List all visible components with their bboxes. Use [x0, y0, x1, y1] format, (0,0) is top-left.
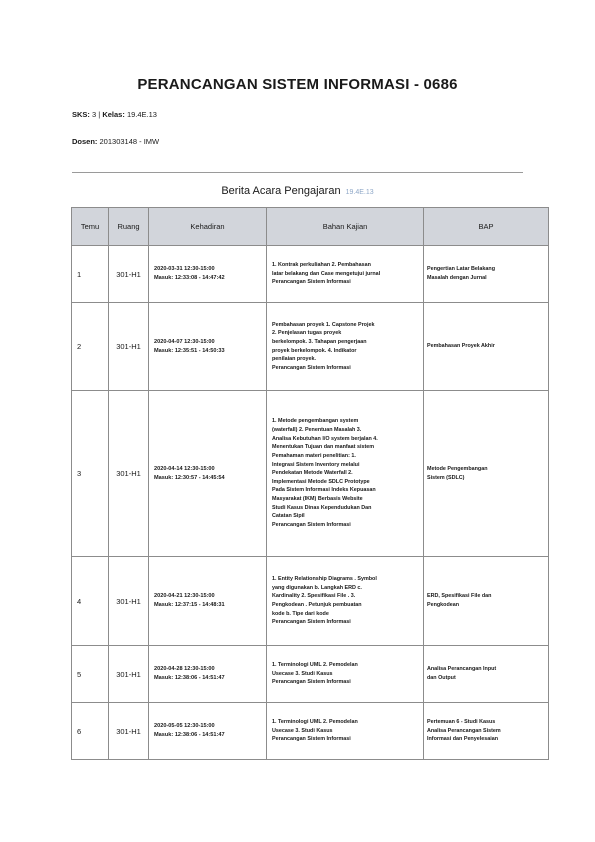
bap-cell: [424, 557, 549, 646]
bahan-line: Studi Kasus Dinas Kependudukan Dan: [272, 504, 372, 511]
bahan-line: 1. Terminologi UML 2. Pemodelan: [272, 662, 358, 669]
kehadiran-cell: [149, 246, 267, 303]
table-row: [72, 246, 549, 303]
kehadiran-schedule: 2020-03-31 12:30-15:00: [154, 266, 215, 273]
bahan-line: Perancangan Sistem Informasi: [272, 619, 351, 626]
table-row: [72, 303, 549, 391]
header-temu: Temu: [72, 208, 109, 246]
bahan-line: (waterfall) 2. Penentuan Masalah 3.: [272, 426, 362, 433]
kehadiran-attendance: Masuk: 12:38:06 - 14:51:47: [154, 732, 225, 738]
kehadiran-attendance: Masuk: 12:35:51 - 14:50:33: [154, 347, 225, 354]
bap-cell: [424, 703, 549, 760]
section-title-text: Berita Acara Pengajaran: [221, 185, 341, 197]
bahan-line: latar belakang dan Case mengetujui jurnal: [272, 270, 381, 277]
bap-line: Masalah dengan Jurnal: [427, 275, 487, 281]
ruang-cell: 301-H1: [109, 246, 149, 303]
bap-cell: [424, 246, 549, 303]
temu-cell: 3: [72, 391, 109, 557]
bap-line: Analisa Perancangan Sistem: [427, 727, 501, 734]
header-bahan-kajian: Bahan Kajian: [267, 208, 424, 246]
bahan-line: proyek berkelompok. 4. Indikator: [272, 347, 357, 354]
kelas-label: Kelas:: [102, 110, 125, 119]
bahan-line: Pembahasan proyek 1. Capstone Projek: [272, 321, 375, 328]
bahan-line: Usecase 3. Studi Kasus: [272, 670, 333, 677]
bap-line: Pertemuan 6 - Studi Kasus: [427, 719, 496, 726]
temu-cell: 2: [72, 303, 109, 391]
bahan-line: Usecase 3. Studi Kasus: [272, 727, 333, 734]
table-row: [72, 557, 549, 646]
bahan-line: yang digunakan b. Langkah ERD c.: [272, 584, 362, 591]
kehadiran-cell: [149, 303, 267, 391]
kelas-value: 19.4E.13: [126, 110, 157, 119]
bap-line: Metode Pengembangan: [427, 465, 488, 472]
kehadiran-cell: [149, 703, 267, 760]
ruang-cell: 301-H1: [109, 703, 149, 760]
header-bap: BAP: [424, 208, 549, 246]
kehadiran-attendance: Masuk: 12:37:15 - 14:48:31: [154, 602, 225, 608]
divider: [72, 172, 523, 173]
bap-cell: [424, 646, 549, 703]
bap-line: Informasi dan Penyelesaian: [427, 736, 499, 743]
bap-line: Pengkodean: [427, 602, 460, 608]
bahan-kajian-cell: [267, 646, 424, 703]
bahan-kajian-cell: [267, 246, 424, 303]
kehadiran-schedule: 2020-04-07 12:30-15:00: [154, 338, 215, 345]
bahan-line: penilaian proyek.: [272, 356, 317, 363]
bap-cell: [424, 303, 549, 391]
bahan-line: Pengkodean . Petunjuk pembuatan: [272, 602, 362, 608]
bahan-line: berkelompok. 3. Tahapan pengerjaan: [272, 338, 367, 345]
bahan-line: Integrasi Sistem Inventory melalui: [272, 461, 360, 468]
bahan-line: Analisa Kebutuhan I/O system berjalan 4.: [272, 435, 378, 442]
ruang-cell: 301-H1: [109, 557, 149, 646]
sks-value: 3: [92, 110, 97, 119]
teaching-log-table: [71, 207, 549, 760]
bahan-line: Perancangan Sistem Informasi: [272, 522, 351, 529]
course-meta: [72, 110, 157, 119]
bahan-line: kode b. Tipe dari kode: [272, 610, 329, 617]
bahan-line: Pendekatan Metode Waterfall 2.: [272, 470, 353, 477]
bap-line: Sistem (SDLC): [427, 474, 465, 481]
sks-label: SKS:: [72, 110, 90, 119]
dosen-value: 201303148 - IMW: [99, 137, 160, 146]
bap-line: ERD, Spesifikasi File dan: [427, 593, 492, 600]
bap-line: dan Output: [427, 675, 456, 681]
table-row: [72, 646, 549, 703]
header-ruang: Ruang: [109, 208, 149, 246]
bahan-line: 1. Metode pengembangan system: [272, 418, 359, 425]
kehadiran-schedule: 2020-05-05 12:30-15:00: [154, 723, 215, 730]
bahan-line: Menentukan Tujuan dan manfaat sistem: [272, 444, 375, 451]
bap-line: Pengertian Latar Belakang: [427, 266, 496, 273]
table-row: [72, 391, 549, 557]
bahan-kajian-cell: [267, 557, 424, 646]
kehadiran-schedule: 2020-04-28 12:30-15:00: [154, 666, 215, 673]
table-header-row: [72, 208, 549, 246]
section-title: [0, 185, 595, 197]
bahan-line: 1. Kontrak perkuliahan 2. Pembahasan: [272, 262, 371, 269]
kehadiran-cell: [149, 557, 267, 646]
bahan-line: Perancangan Sistem Informasi: [272, 736, 351, 743]
bap-cell: [424, 391, 549, 557]
bahan-line: 1. Terminologi UML 2. Pemodelan: [272, 719, 358, 726]
kehadiran-schedule: 2020-04-14 12:30-15:00: [154, 465, 215, 472]
bahan-line: Kardinality 2. Spesifikasi File . 3.: [272, 593, 356, 600]
bahan-kajian-cell: [267, 391, 424, 557]
dosen-label: Dosen:: [72, 137, 98, 146]
ruang-cell: 301-H1: [109, 391, 149, 557]
temu-cell: 1: [72, 246, 109, 303]
bahan-line: Catatan Sipil: [272, 513, 305, 520]
bap-line: Analisa Perancangan Input: [427, 666, 497, 673]
bahan-kajian-cell: [267, 703, 424, 760]
bahan-line: Perancangan Sistem Informasi: [272, 679, 351, 686]
kehadiran-schedule: 2020-04-21 12:30-15:00: [154, 593, 215, 600]
kehadiran-cell: [149, 646, 267, 703]
kehadiran-attendance: Masuk: 12:33:08 - 14:47:42: [154, 275, 225, 281]
lecturer-meta: [72, 137, 159, 146]
bahan-kajian-cell: [267, 303, 424, 391]
bahan-line: 2. Penjelasan tugas proyek: [272, 330, 342, 337]
bahan-line: Pemahaman materi penelitian: 1.: [272, 452, 356, 459]
kehadiran-attendance: Masuk: 12:38:06 - 14:51:47: [154, 675, 225, 681]
kehadiran-cell: [149, 391, 267, 557]
temu-cell: 5: [72, 646, 109, 703]
header-kehadiran: Kehadiran: [149, 208, 267, 246]
temu-cell: 4: [72, 557, 109, 646]
bahan-line: Pada Sistem Informasi Indeks Kepuasan: [272, 487, 376, 494]
bahan-line: Masyarakat (IKM) Berbasis Website: [272, 496, 363, 503]
bap-line: Pembahasan Proyek Akhir: [427, 343, 495, 350]
meta-separator: |: [98, 110, 101, 119]
ruang-cell: 301-H1: [109, 646, 149, 703]
ruang-cell: 301-H1: [109, 303, 149, 391]
table-row: [72, 703, 549, 760]
kehadiran-attendance: Masuk: 12:30:57 - 14:45:54: [154, 474, 225, 481]
bahan-line: Perancangan Sistem Informasi: [272, 279, 351, 286]
bahan-line: Perancangan Sistem Informasi: [272, 364, 351, 371]
document-title: PERANCANGAN SISTEM INFORMASI - 0686: [137, 76, 458, 93]
bahan-line: Implementasi Metode SDLC Prototype: [272, 478, 370, 485]
bahan-line: 1. Entity Relationship Diagrams . Symbol: [272, 576, 377, 583]
temu-cell: 6: [72, 703, 109, 760]
section-class-code: 19.4E.13: [345, 189, 374, 196]
